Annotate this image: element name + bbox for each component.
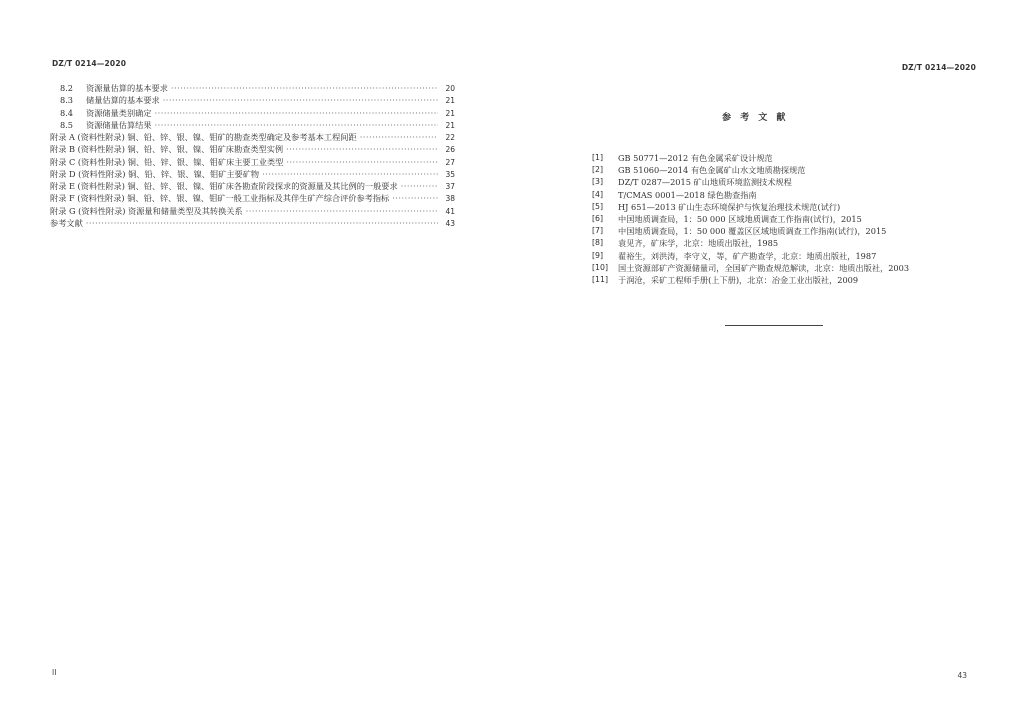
table-of-contents	[50, 82, 455, 229]
toc-entry[interactable]	[50, 205, 455, 217]
toc-entry-label	[50, 180, 398, 192]
toc-entry-page: 20	[445, 84, 455, 93]
toc-entry-title: 储量估算的基本要求	[86, 95, 160, 106]
reference-item	[592, 152, 1002, 164]
toc-entry-label	[50, 205, 243, 217]
toc-entry-title: 参考文献	[50, 217, 83, 228]
toc-entry-title: 附录 F (资料性附录) 铜、铅、锌、银、镍、钼矿一般工业指标及其伴生矿产综合评价参考指标	[50, 193, 390, 204]
toc-entry-page: 43	[445, 218, 455, 228]
reference-number: [6]	[592, 213, 604, 223]
toc-entry-page: 21	[445, 96, 455, 106]
toc-leader-dots	[392, 192, 438, 204]
reference-text: 中国地质调查局，1：50 000 覆盖区区域地质调查工作指南(试行)，2015	[618, 226, 887, 237]
reference-number: [1]	[592, 153, 604, 162]
toc-entry-title: 附录 D (资料性附录) 铜、铅、锌、银、镍、钼矿主要矿物	[50, 168, 260, 179]
toc-leader-dots	[262, 168, 438, 180]
reference-text: 国土资源部矿产资源储量司，全国矿产勘查规范解读，北京：地质出版社，2003	[618, 262, 910, 273]
toc-entry[interactable]	[50, 82, 455, 94]
reference-text: GB 51060—2014 有色金属矿山水文地质勘探规范	[618, 165, 806, 176]
page-number: II	[52, 668, 57, 677]
toc-leader-dots	[171, 82, 438, 94]
toc-entry-label	[50, 168, 259, 180]
reference-item	[592, 262, 1002, 274]
standard-code-header: DZ/T 0214—2020	[901, 63, 976, 72]
toc-leader-dots	[246, 205, 438, 217]
toc-entry[interactable]	[50, 143, 455, 155]
reference-item	[592, 201, 1002, 213]
toc-entry[interactable]	[50, 168, 455, 180]
reference-text: T/CMAS 0001—2018 绿色勘查指南	[618, 189, 757, 200]
toc-entry-title: 附录 G (资料性附录) 资源量和储量类型及其转换关系	[50, 205, 243, 216]
toc-entry[interactable]	[50, 107, 455, 119]
reference-text: 翟裕生，刘洪涛，李守义，等，矿产勘查学，北京：地质出版社，1987	[618, 250, 877, 261]
standard-code-header: DZ/T 0214—2020	[52, 59, 127, 68]
toc-entry-number: 8.5	[60, 119, 74, 130]
reference-text: 袁见齐，矿床学，北京：地质出版社，1985	[618, 238, 779, 249]
reference-item	[592, 164, 1002, 176]
toc-entry-page: 38	[445, 194, 455, 204]
reference-item	[592, 176, 1002, 188]
toc-entry-page: 22	[445, 133, 455, 142]
toc-entry[interactable]	[50, 94, 455, 106]
reference-number: [10]	[592, 262, 609, 272]
toc-entry[interactable]	[50, 131, 455, 143]
toc-entry-title: 附录 B (资料性附录) 铜、铅、锌、银、镍、钼矿床勘查类型实例	[50, 144, 284, 155]
reference-item	[592, 213, 1002, 225]
toc-entry-page: 27	[445, 157, 455, 167]
reference-number: [11]	[592, 274, 609, 284]
toc-leader-dots	[155, 119, 438, 131]
toc-entry[interactable]	[50, 119, 455, 131]
references-list	[592, 152, 1002, 286]
reference-number: [8]	[592, 238, 604, 248]
toc-entry[interactable]	[50, 217, 455, 229]
reference-number: [2]	[592, 165, 604, 175]
toc-entry-label	[50, 131, 357, 143]
toc-leader-dots	[360, 131, 438, 143]
toc-entry-title: 资源储量估算结果	[86, 119, 152, 130]
toc-entry-title: 附录 A (资料性附录) 铜、铅、锌、银、镍、钼矿的勘查类型确定及参考基本工程间距	[50, 132, 357, 142]
toc-entry-label	[50, 107, 152, 119]
toc-leader-dots	[401, 180, 438, 192]
reference-number: [3]	[592, 177, 604, 187]
reference-text: 中国地质调查局，1：50 000 区域地质调查工作指南(试行)，2015	[618, 213, 862, 224]
toc-entry-label	[50, 143, 283, 155]
reference-text: HJ 651—2013 矿山生态环境保护与恢复治理技术规范(试行)	[618, 201, 841, 212]
reference-text: GB 50771—2012 有色金属采矿设计规范	[618, 153, 773, 163]
toc-entry-title: 附录 E (资料性附录) 铜、铅、锌、银、镍、钼矿床各勘查阶段探求的资源量及其比例的一般要求	[50, 181, 398, 191]
toc-entry-title: 附录 C (资料性附录) 铜、铅、锌、银、镍、钼矿床主要工业类型	[50, 156, 284, 167]
toc-entry-label	[50, 156, 283, 168]
reference-number: [4]	[592, 189, 604, 199]
toc-leader-dots	[286, 156, 438, 168]
toc-entry-label	[50, 82, 168, 94]
reference-text: 于润沧，采矿工程师手册(上下册)，北京：冶金工业出版社，2009	[618, 274, 859, 285]
reference-number: [9]	[592, 250, 604, 260]
toc-leader-dots	[163, 94, 438, 106]
toc-entry[interactable]	[50, 156, 455, 168]
reference-item	[592, 189, 1002, 201]
toc-entry-number: 8.3	[60, 95, 74, 106]
toc-entry[interactable]	[50, 192, 455, 204]
reference-number: [7]	[592, 226, 604, 236]
toc-leader-dots	[286, 143, 438, 155]
toc-entry-label	[50, 94, 160, 106]
reference-text: DZ/T 0287—2015 矿山地质环境监测技术规程	[618, 177, 792, 188]
reference-item	[592, 250, 1002, 262]
toc-entry-page: 26	[445, 145, 455, 155]
reference-item	[592, 274, 1002, 286]
toc-entry-label	[50, 217, 83, 229]
toc-leader-dots	[86, 217, 438, 229]
toc-entry-page: 37	[445, 182, 455, 191]
right-page	[512, 0, 1024, 724]
toc-leader-dots	[155, 107, 438, 119]
toc-entry-title: 资源储量类别确定	[86, 107, 152, 118]
toc-entry-number: 8.2	[60, 83, 74, 93]
toc-entry-label	[50, 192, 389, 204]
toc-entry-page: 21	[445, 120, 455, 130]
toc-entry-page: 41	[445, 206, 455, 216]
references-heading: 参 考 文 献	[722, 113, 789, 123]
page-number: 43	[957, 671, 967, 680]
toc-entry-page: 35	[445, 169, 455, 179]
toc-entry-label	[50, 119, 152, 131]
reference-item	[592, 225, 1002, 237]
end-rule	[725, 325, 823, 326]
toc-entry-number: 8.4	[60, 107, 74, 118]
toc-entry-title: 资源量估算的基本要求	[86, 83, 168, 93]
toc-entry[interactable]	[50, 180, 455, 192]
toc-entry-page: 21	[445, 108, 455, 118]
reference-number: [5]	[592, 201, 604, 211]
reference-item	[592, 237, 1002, 249]
